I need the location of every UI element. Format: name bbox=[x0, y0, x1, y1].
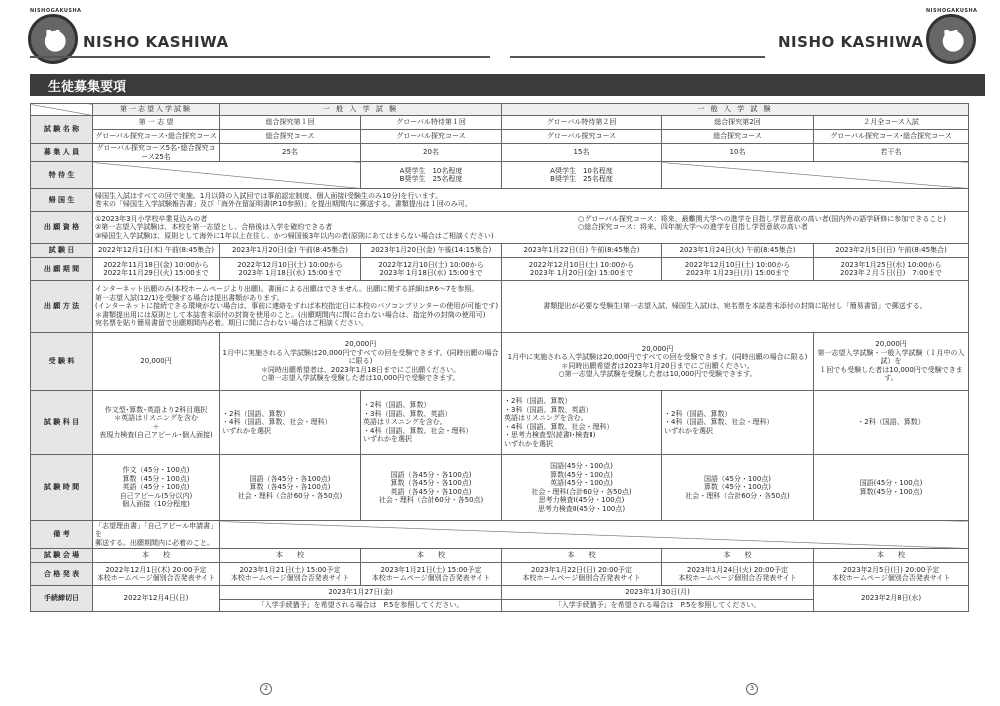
result-cell: 2022年12月1日(木) 20:00予定 本校ホームページ個別合否発表サイト bbox=[93, 563, 220, 586]
period-cell: 2022年12月10日(土) 10:00から 2023年 1月18日(水) 15:00まで bbox=[220, 258, 361, 281]
qualification-line: ①2023年3月小学校卒業見込みの者 bbox=[95, 214, 208, 223]
course-cell: 総合探究コース bbox=[220, 130, 361, 144]
returnee-text bbox=[93, 189, 969, 212]
subjects-cell: ・2科（国語、算数） ・3科（国語、算数、英語） 英語はリスニングを含む。 ・4科（国語、算数、社会・理科） ・思考力検査型(読書Ⅰ･検査Ⅱ) いずれかを選択 bbox=[502, 391, 662, 455]
application-method-row bbox=[31, 281, 969, 333]
row-label-exam-name: 試 験 名 称 bbox=[31, 116, 93, 144]
method-text bbox=[93, 281, 502, 333]
period-cell: 2022年12月10日(土) 10:00から 2023年 1月18日(水) 15:00まで bbox=[361, 258, 502, 281]
exam-time-cell: 国語（各45分・各100点) 算数（各45分・各100点) 英語（各45分・各100点) 社会・理科（合計60分・各50点) bbox=[361, 455, 502, 521]
row-label-results: 合 格 発 表 bbox=[31, 563, 93, 586]
scholarship-cell-2 bbox=[502, 162, 662, 189]
capacity-row bbox=[31, 144, 969, 162]
brand-name-right: NISHO KASHIWA bbox=[778, 33, 924, 51]
exam-name-cell: グローバル特待第１回 bbox=[361, 116, 502, 130]
school-logo-right bbox=[926, 14, 976, 64]
row-label-capacity: 募 集 人 員 bbox=[31, 144, 93, 162]
exam-time-row bbox=[31, 455, 969, 521]
group-general-1: 一 般 入 学 試 験 bbox=[220, 104, 502, 116]
capacity-cell: 15名 bbox=[502, 144, 662, 162]
deadline-cell-general-2: 2023年1月30日(月) bbox=[502, 586, 814, 600]
header-rule-left bbox=[30, 56, 490, 58]
returnee-line: 巻末の「帰国生入学試験報告書」及び「海外在留証明書(P.10参照)」を提出期間内に郵送する。書類提出は１回のみ可。 bbox=[95, 200, 472, 208]
period-cell: 2022年12月10日(土) 10:00から 2023年 1月20日(金) 15:00まで bbox=[502, 258, 662, 281]
qualification-line: ②第一志望入学試験は、本校を第一志望とし、合格後は入学を確約できる者 bbox=[95, 223, 333, 232]
fee-cell-general-2: 20,000円 1月中に実施される入学試験は20,000円ですべての回を受験できます。(同時出願の場合に限る) ＊同時出願希望者は2023年1月20日までにご出願ください。 ○第一志望入学試験を受験した者は10,000円で受験できます。 bbox=[502, 333, 814, 391]
subjects-cell: ・2科（国語、算数） ・3科（国語、算数、英語） 英語はリスニングを含む。 ・4科（国語、算数、社会・理科） いずれかを選択 bbox=[361, 391, 502, 455]
exam-name-row bbox=[31, 116, 969, 130]
brand-name-left: NISHO KASHIWA bbox=[83, 33, 229, 51]
course-cell: グローバル探究コース･総合探究コース bbox=[93, 130, 220, 144]
capacity-cell: 20名 bbox=[361, 144, 502, 162]
course-row bbox=[31, 130, 969, 144]
exam-name-cell: グローバル特待第２回 bbox=[502, 116, 662, 130]
exam-date-cell: 2022年12月1日(木) 午前(8:45集合) bbox=[93, 244, 220, 258]
corner-cell bbox=[31, 104, 93, 116]
exam-date-cell: 2023年1月22日(日) 午前(8:45集合) bbox=[502, 244, 662, 258]
deadline-note-2: 「入学手続猶予」を希望される場合は P.5を参照してください。 bbox=[502, 600, 814, 612]
capacity-cell: グローバル探究コース5名･総合探究コース25名 bbox=[93, 144, 220, 162]
application-period-row bbox=[31, 258, 969, 281]
course-cell: 総合探究コース bbox=[662, 130, 814, 144]
subjects-cell: ・2科（国語、算数） bbox=[814, 391, 969, 455]
row-label-remarks: 備 考 bbox=[31, 521, 93, 549]
fee-cell-general-1: 20,000円 1月中に実施される入学試験は20,000円ですべての回を受験できます。(同時出願の場合に限る) ＊同時出願希望者は、2023年1月18日までにご出願ください。 ○第一志望入学試験を受験した者は10,000円で受験できます。 bbox=[220, 333, 502, 391]
exam-time-cell: 国語(45分・100点) 算数(45分・100点) 英語(45分・100点) 社会・理科(合計60分・各50点) 思考力検査Ⅰ(45分・100点) 思考力検査Ⅱ(45分・100点) bbox=[502, 455, 662, 521]
exam-date-cell: 2023年1月20日(金) 午後(14:15集合) bbox=[361, 244, 502, 258]
fee-row bbox=[31, 333, 969, 391]
venue-cell: 本 校 bbox=[662, 549, 814, 563]
logo-arc-text-right: NISHOGAKUSHA bbox=[926, 8, 978, 14]
scholarship-line: B奨学生 25名程度 bbox=[399, 175, 463, 183]
row-label-exam-date: 試 験 日 bbox=[31, 244, 93, 258]
capacity-cell: 若干名 bbox=[814, 144, 969, 162]
page-number-left: 2 bbox=[260, 683, 272, 695]
row-label-application-method: 出 願 方 法 bbox=[31, 281, 93, 333]
venue-cell: 本 校 bbox=[814, 549, 969, 563]
admission-table bbox=[30, 103, 969, 612]
scholarship-row bbox=[31, 162, 969, 189]
row-label-exam-time: 試 験 時 間 bbox=[31, 455, 93, 521]
exam-name-cell: ２月全コース入試 bbox=[814, 116, 969, 130]
course-cell: グローバル探究コース bbox=[502, 130, 662, 144]
exam-name-cell: 第 一 志 望 bbox=[93, 116, 220, 130]
method-text-right: 書類提出が必要な受験生(第一志望入試、帰国生入試)は、宛名票を本誌巻末添付の封筒に貼付し「簡易書留」で郵送する。 bbox=[502, 281, 969, 333]
scholarship-line: A奨学生 10名程度 bbox=[399, 166, 463, 175]
deadline-row bbox=[31, 586, 969, 600]
exam-date-cell: 2023年1月24日(火) 午前(8:45集合) bbox=[662, 244, 814, 258]
capacity-cell: 25名 bbox=[220, 144, 361, 162]
course-cell: グローバル探究コース bbox=[361, 130, 502, 144]
result-cell: 2023年1月24日(火) 20:00予定 本校ホームページ個別合否発表サイト bbox=[662, 563, 814, 586]
header-rule-right bbox=[510, 56, 765, 58]
exam-date-row bbox=[31, 244, 969, 258]
group-general-2: 一 般 入 学 試 験 bbox=[502, 104, 969, 116]
results-row bbox=[31, 563, 969, 586]
page-number-right: 3 bbox=[746, 683, 758, 695]
subjects-row bbox=[31, 391, 969, 455]
returnee-line: 帰国生入試はすべての回で実施。1月以降の入試回では事前認定制度、個人面接(受験生のみ10分)を行います。 bbox=[95, 191, 443, 200]
venue-cell: 本 校 bbox=[502, 549, 662, 563]
deadline-cell-first: 2022年12月4日(日) bbox=[93, 586, 220, 612]
deadline-note-1: 「入学手続猶予」を希望される場合は P.5を参照してください。 bbox=[220, 600, 502, 612]
returnee-row bbox=[31, 189, 969, 212]
row-label-scholarship: 特 待 生 bbox=[31, 162, 93, 189]
method-line: 宛名票を貼り簡易書留で出願期間内必着。期日に間に合わない場合はご相談ください。 bbox=[95, 319, 368, 328]
exam-date-cell: 2023年2月5日(日) 午前(8:45集合) bbox=[814, 244, 969, 258]
qualification-row bbox=[31, 212, 969, 244]
method-line: 第一志望入試(12/1)を受験する場合は提出書類があります。 bbox=[95, 293, 284, 302]
course-cell: グローバル探究コース･総合探究コース bbox=[814, 130, 969, 144]
result-cell: 2023年1月21日(土) 15:00予定 本校ホームページ個別合否発表サイト bbox=[361, 563, 502, 586]
exam-time-cell: 国語（各45分・各100点) 算数（各45分・各100点) 社会・理科（合計60分・各50点) bbox=[220, 455, 361, 521]
exam-time-cell: 作文（45分・100点) 算数（45分・100点) 英語（45分・100点) 自己アピール(5分以内) 個人面接（10分程度) bbox=[93, 455, 220, 521]
row-label-application-period: 出 願 期 間 bbox=[31, 258, 93, 281]
scholarship-empty-right bbox=[662, 162, 969, 189]
row-label-qualification: 出 願 資 格 bbox=[31, 212, 93, 244]
scholarship-cell-1 bbox=[361, 162, 502, 189]
row-label-fee: 受 験 料 bbox=[31, 333, 93, 391]
section-band bbox=[30, 74, 985, 96]
page-header bbox=[0, 0, 1000, 70]
qualification-course-line: ○総合探究コース：将来、四年制大学への進学を目指し学習意欲の高い者 bbox=[578, 223, 808, 232]
subjects-cell: ・2科（国語、算数） ・4科（国語、算数、社会・理科） いずれかを選択 bbox=[662, 391, 814, 455]
qualification-line: ③帰国生入学試験は、原則として海外に1年以上在住し、かつ帰国後3年以内の者(原則にあてはまらない場合はご相談ください) bbox=[95, 231, 494, 240]
method-line: インターネット出願のみ(本校ホームページより出願)。書面による出願はできません。出願に関する詳細はP.6～7を参照。 bbox=[95, 285, 479, 294]
method-line: ＊書類提出用には原則として本誌巻末添付の封筒を使用のこと。(出願期間内に間に合わない場合は、指定外の封筒の使用可) bbox=[95, 310, 486, 319]
fee-cell-first: 20,000円 bbox=[93, 333, 220, 391]
scholarship-line: B奨学生 25名程度 bbox=[550, 175, 613, 183]
venue-cell: 本 校 bbox=[93, 549, 220, 563]
period-cell: 2023年1月25日(水) 10:00から 2023年２月５日(日) 7:00まで bbox=[814, 258, 969, 281]
row-label-subjects: 試 験 科 目 bbox=[31, 391, 93, 455]
exam-name-cell: 総合探究第１回 bbox=[220, 116, 361, 130]
exam-date-cell: 2023年1月20日(金) 午前(8:45集合) bbox=[220, 244, 361, 258]
result-cell: 2023年1月22日(日) 20:00予定 本校ホームページ個別合否発表サイト bbox=[502, 563, 662, 586]
result-cell: 2023年2月5日(日) 20:00予定 本校ホームページ個別合否発表サイト bbox=[814, 563, 969, 586]
logo-arc-text-left: NISHOGAKUSHA bbox=[30, 8, 82, 14]
remarks-empty bbox=[220, 521, 969, 549]
deadline-cell-feb: 2023年2月8日(水) bbox=[814, 586, 969, 612]
method-line: (インターネットに接続できる環境がない場合は、事前に連絡をすれば本校指定日に本校のパソコンプリンターの使用が可能です) bbox=[95, 302, 499, 311]
remarks-cell: 「志望理由書」「自己アピール申請書」を 郵送する。出願期間内に必着のこと。 bbox=[93, 521, 220, 549]
scholarship-empty bbox=[93, 162, 361, 189]
period-cell: 2022年11月18日(金) 10:00から 2022年11月29日(火) 15:00まで bbox=[93, 258, 220, 281]
row-label-deadline: 手続締切日 bbox=[31, 586, 93, 612]
qualification-course-line: ○グローバル探究コース：将来、最難関大学への進学を目指し学習意欲の高い者(国内外の語学研修に参加できること) bbox=[578, 214, 947, 223]
subjects-cell: ・2科（国語、算数） ・4科（国語、算数、社会・理科） いずれかを選択 bbox=[220, 391, 361, 455]
scholarship-line: A奨学生 10名程度 bbox=[550, 166, 613, 175]
venue-cell: 本 校 bbox=[361, 549, 502, 563]
venue-row bbox=[31, 549, 969, 563]
qualification-text bbox=[93, 212, 969, 244]
capacity-cell: 10名 bbox=[662, 144, 814, 162]
exam-name-cell: 総合探究第2回 bbox=[662, 116, 814, 130]
venue-cell: 本 校 bbox=[220, 549, 361, 563]
subjects-cell: 作文型･算数･英語より2科目選択 ＊英語はリスニングを含む ＋ 表現力検査(自己アピール･個人面接) bbox=[93, 391, 220, 455]
period-cell: 2022年12月10日(土) 10:00から 2023年 1月23日(月) 15:00まで bbox=[662, 258, 814, 281]
remarks-row bbox=[31, 521, 969, 549]
section-title: 生徒募集要項 bbox=[48, 80, 127, 95]
group-first-choice: 第一志望入学試験 bbox=[93, 104, 220, 116]
deadline-cell-general-1: 2023年1月27日(金) bbox=[220, 586, 502, 600]
result-cell: 2023年1月21日(土) 15:00予定 本校ホームページ個別合否発表サイト bbox=[220, 563, 361, 586]
fee-cell-feb: 20,000円 第一志望入学試験・一般入学試験（１月中の入試）を １回でも受験した者は10,000円で受験できます。 bbox=[814, 333, 969, 391]
row-label-returnee: 帰 国 生 bbox=[31, 189, 93, 212]
group-header-row bbox=[31, 104, 969, 116]
exam-time-cell: 国語（45分・100点) 算数（45分・100点) 社会・理科（合計60分・各50点) bbox=[662, 455, 814, 521]
exam-time-cell: 国語(45分・100点) 算数(45分・100点) bbox=[814, 455, 969, 521]
row-label-venue: 試 験 会 場 bbox=[31, 549, 93, 563]
